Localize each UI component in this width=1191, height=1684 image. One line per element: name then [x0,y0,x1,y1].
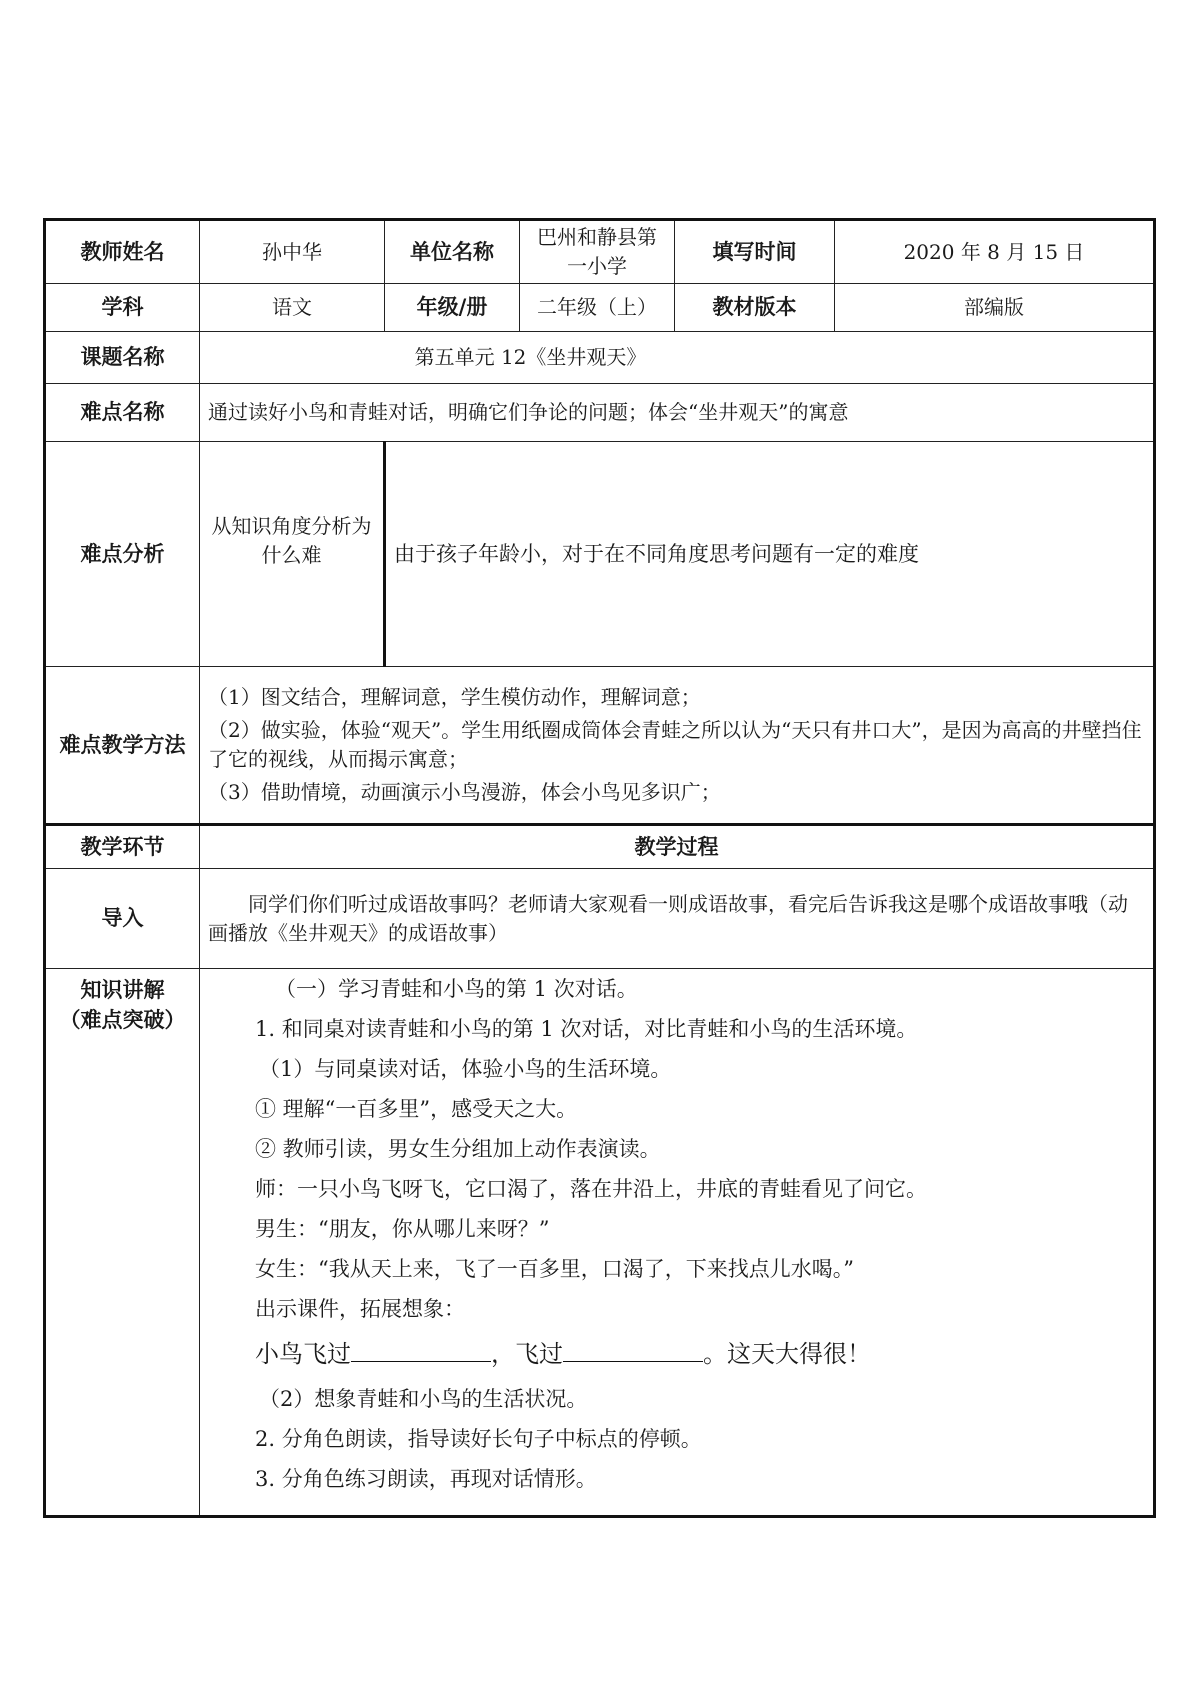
lesson-plan-table [43,218,1156,1518]
content-line: （1）与同桌读对话，体验小鸟的生活环境。 [259,1057,672,1081]
lesson-title-label: 课题名称 [45,332,200,384]
content-line: 出示课件，拓展想象： [255,1297,465,1321]
grade-value: 二年级（上） [520,284,675,332]
blank-line-2 [563,1339,703,1362]
difficulty-name-value: 通过读好小鸟和青蛙对话，明确它们争论的问题；体会“坐井观天”的寓意 [200,384,1155,442]
difficulty-name-label: 难点名称 [45,384,200,442]
content-line: （2）想象青蛙和小鸟的生活状况。 [259,1387,588,1411]
teaching-section-label: 教学环节 [45,825,200,869]
grade-label: 年级/册 [385,284,520,332]
teaching-process-header: 教学过程 [200,825,1155,869]
teacher-name-label: 教师姓名 [45,220,200,284]
difficulty-analysis-label: 难点分析 [45,442,200,667]
content-line: ① 理解“一百多里”，感受天之大。 [255,1097,578,1121]
content-line: 2. 分角色朗读，指导读好长句子中标点的停顿。 [255,1427,702,1451]
content-line: 1. 和同桌对读青蛙和小鸟的第 1 次对话，对比青蛙和小鸟的生活环境。 [255,1017,918,1041]
fill-part-1: 小鸟飞过 [255,1340,351,1368]
subject-value: 语文 [200,284,385,332]
content-line: 师：一只小鸟飞呀飞，它口渴了，落在井沿上，井底的青蛙看见了问它。 [255,1177,927,1201]
intro-label: 导入 [45,869,200,969]
method-item: （3）借助情境，动画演示小鸟漫游，体会小鸟见多识广； [208,780,721,804]
knowledge-content [200,969,1155,1517]
fill-part-2: ，飞过 [491,1340,563,1368]
lesson-plan-sheet [43,218,1153,1518]
content-line: （一）学习青蛙和小鸟的第 1 次对话。 [275,977,638,1001]
intro-text: 同学们你们听过成语故事吗？老师请大家观看一则成语故事，看完后告诉我这是哪个成语故事哦（动画播放《坐井观天》的成语故事） [200,869,1155,969]
content-line: ② 教师引读，男女生分组加上动作表演读。 [255,1137,661,1161]
teaching-method-list [200,667,1155,825]
fill-date-label: 填写时间 [675,220,835,284]
teaching-method-label: 难点教学方法 [45,667,200,825]
analysis-sub-label: 从知识角度分析为什么难 [200,442,385,667]
fill-blank-sentence [255,1329,1139,1379]
content-line: 女生：“我从天上来，飞了一百多里，口渴了，下来找点儿水喝。” [255,1257,854,1281]
fill-part-3: 。这天大得很！ [703,1340,871,1368]
edition-value: 部编版 [835,284,1155,332]
knowledge-label-line1: 知识讲解 [80,978,165,1002]
subject-label: 学科 [45,284,200,332]
method-item: （2）做实验，体验“观天”。学生用纸圈成筒体会青蛙之所以认为“天只有井口大”，是因为高高的井壁挡住了它的视线，从而揭示寓意； [208,718,1142,771]
edition-label: 教材版本 [675,284,835,332]
lesson-title-value: 第五单元 12《坐井观天》 [200,332,1155,384]
unit-name-label: 单位名称 [385,220,520,284]
analysis-value: 由于孩子年龄小，对于在不同角度思考问题有一定的难度 [385,442,1155,667]
knowledge-label-line2: （难点突破） [59,1008,186,1032]
content-line: 3. 分角色练习朗读，再现对话情形。 [255,1467,597,1491]
blank-line-1 [351,1339,491,1362]
unit-name-value: 巴州和静县第一小学 [520,220,675,284]
teacher-name-value: 孙中华 [200,220,385,284]
content-line: 男生：“朋友，你从哪儿来呀？” [255,1217,550,1241]
fill-date-value: 2020 年 8 月 15 日 [835,220,1155,284]
knowledge-label [45,969,200,1517]
method-item: （1）图文结合，理解词意，学生模仿动作，理解词意； [208,685,701,709]
